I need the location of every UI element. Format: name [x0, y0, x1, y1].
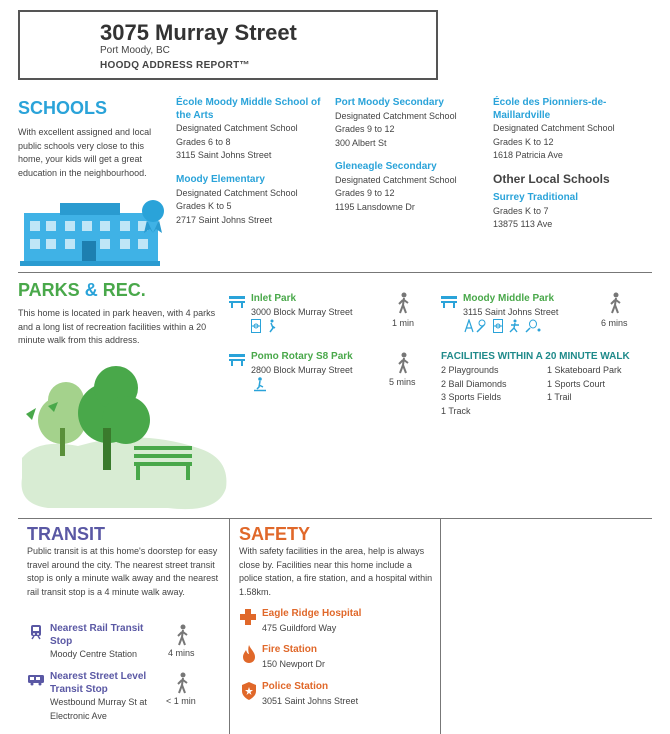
safety-name[interactable]: Police Station	[262, 681, 329, 692]
school-item	[493, 97, 643, 163]
school-item	[176, 174, 326, 227]
parks-title-b: REC.	[102, 280, 146, 300]
transit-stop: Moody Centre Station	[50, 649, 138, 659]
facilities-right	[547, 364, 622, 405]
hospital-cross-icon	[240, 609, 256, 625]
school-grades: Grades 6 to 8	[176, 136, 231, 147]
transit-description: Public transit is at this home's doorstep for easy travel around the city. The nearest street transit stop is only a minute walk away and the nearest rail transit stop is a 4 minute walk away.	[27, 546, 219, 597]
facilities-title: FACILITIES WITHIN A 20 MINUTE WALK	[441, 351, 630, 362]
skateboard-icon	[253, 377, 267, 393]
fire-icon	[242, 645, 256, 663]
school-address: 3115 Saint Johns Street	[176, 150, 272, 160]
school-name[interactable]: Gleneagle Secondary	[335, 161, 437, 172]
school-type: Designated Catchment School	[493, 123, 615, 133]
safety-description: With safety facilities in the area, help is always close by. Facilities near this home include a police station, a fire station, and a hospital within 1.58km.	[239, 546, 433, 597]
walk-icon	[176, 672, 190, 694]
parks-title	[18, 280, 146, 301]
walk-time: 5 mins	[389, 377, 416, 387]
school-grades: Grades 9 to 12	[335, 188, 395, 198]
school-grades: Grades K to 12	[493, 136, 554, 147]
safety-name[interactable]: Eagle Ridge Hospital	[262, 608, 362, 619]
walk-icon	[609, 292, 623, 314]
safety-title: SAFETY	[239, 524, 311, 544]
report-label: HOODQ ADDRESS REPORT™	[100, 60, 250, 71]
school-item	[335, 161, 485, 214]
train-icon	[28, 624, 44, 640]
walk-time: < 1 min	[166, 696, 196, 706]
facility-item: 3 Sports Fields	[441, 392, 502, 402]
bench-icon	[441, 294, 457, 308]
safety-name[interactable]: Fire Station	[262, 644, 318, 655]
school-name[interactable]: École des Pionniers-de-Maillardville	[493, 97, 607, 121]
facility-item: 2 Playgrounds	[441, 365, 499, 375]
bench-icon	[229, 294, 245, 308]
school-type: Designated Catchment School	[335, 174, 457, 185]
school-item	[335, 97, 485, 150]
city-label: Port Moody, BC	[100, 45, 170, 56]
walk-icon	[397, 292, 411, 314]
column-divider	[440, 519, 441, 734]
school-building-illustration	[20, 195, 170, 267]
school-type: Designated Catchment School	[335, 110, 457, 121]
school-name[interactable]: Surrey Traditional	[493, 192, 579, 203]
parks-title-a: PARKS	[18, 280, 80, 300]
school-grades: Grades 9 to 12	[335, 124, 395, 134]
facility-item: 1 Trail	[547, 392, 572, 402]
park-facility-icons	[251, 319, 281, 333]
facility-item: 1 Sports Court	[547, 378, 606, 389]
column-divider	[229, 519, 230, 734]
transit-title: TRANSIT	[27, 524, 105, 544]
park-address: 3115 Saint Johns Street	[463, 307, 559, 317]
address-title: 3075 Murray Street	[100, 20, 297, 45]
park-illustration	[18, 358, 230, 514]
park-address: 3000 Block Murray Street	[251, 307, 353, 317]
school-name[interactable]: Moody Elementary	[176, 174, 265, 185]
other-schools-title: Other Local Schools	[493, 172, 610, 186]
school-address: 1195 Lansdowne Dr	[335, 201, 415, 212]
schools-description: With excellent assigned and local public schools very close to this home, your kids will get a great education in the neighbourhood.	[18, 127, 152, 178]
parks-description: This home is located in park heaven, with 4 parks and a long list of recreation facilities within a 20 minute walk from this address.	[18, 308, 216, 345]
facility-item: 2 Ball Diamonds	[441, 378, 507, 389]
park-name[interactable]: Pomo Rotary S8 Park	[251, 351, 353, 362]
parks-title-amp: &	[79, 280, 103, 300]
divider	[18, 518, 652, 519]
school-name[interactable]: Port Moody Secondary	[335, 97, 444, 108]
safety-address: 3051 Saint Johns Street	[262, 696, 359, 706]
school-item	[176, 97, 326, 163]
school-grades: Grades K to 7	[493, 205, 549, 216]
walk-time: 1 min	[392, 318, 415, 328]
schools-title: SCHOOLS	[18, 98, 108, 118]
safety-address: 150 Newport Dr	[262, 659, 326, 669]
park-facility-icons	[463, 319, 543, 333]
school-address: 2717 Saint Johns Street	[176, 214, 273, 225]
bus-icon	[27, 674, 45, 686]
police-badge-icon	[241, 682, 257, 700]
park-name[interactable]: Moody Middle Park	[463, 293, 555, 304]
walk-time: 4 mins	[168, 648, 195, 658]
school-type: Designated Catchment School	[176, 123, 298, 133]
facility-item: 1 Skateboard Park	[547, 365, 622, 375]
park-name[interactable]: Inlet Park	[251, 293, 297, 304]
transit-name[interactable]: Nearest Rail Transit Stop	[50, 623, 144, 647]
facilities-left	[441, 364, 507, 418]
school-type: Designated Catchment School	[176, 187, 298, 198]
facility-item: 1 Track	[441, 405, 471, 416]
school-grades: Grades K to 5	[176, 201, 232, 211]
school-item	[493, 192, 643, 232]
school-address: 1618 Patricia Ave	[493, 150, 563, 160]
school-name[interactable]: École Moody Middle School of the Arts	[176, 97, 321, 121]
divider	[18, 272, 652, 273]
walk-time: 6 mins	[601, 318, 628, 328]
walk-icon	[397, 352, 411, 374]
bench-icon	[229, 352, 245, 366]
park-address: 2800 Block Murray Street	[251, 365, 353, 375]
safety-address: 475 Guildford Way	[262, 623, 337, 633]
transit-stop: Westbound Murray St at Electronic Ave	[50, 697, 147, 721]
school-address: 300 Albert St	[335, 137, 387, 148]
school-address: 13875 113 Ave	[493, 219, 553, 229]
transit-name[interactable]: Nearest Street Level Transit Stop	[50, 671, 147, 695]
walk-icon	[176, 624, 190, 646]
